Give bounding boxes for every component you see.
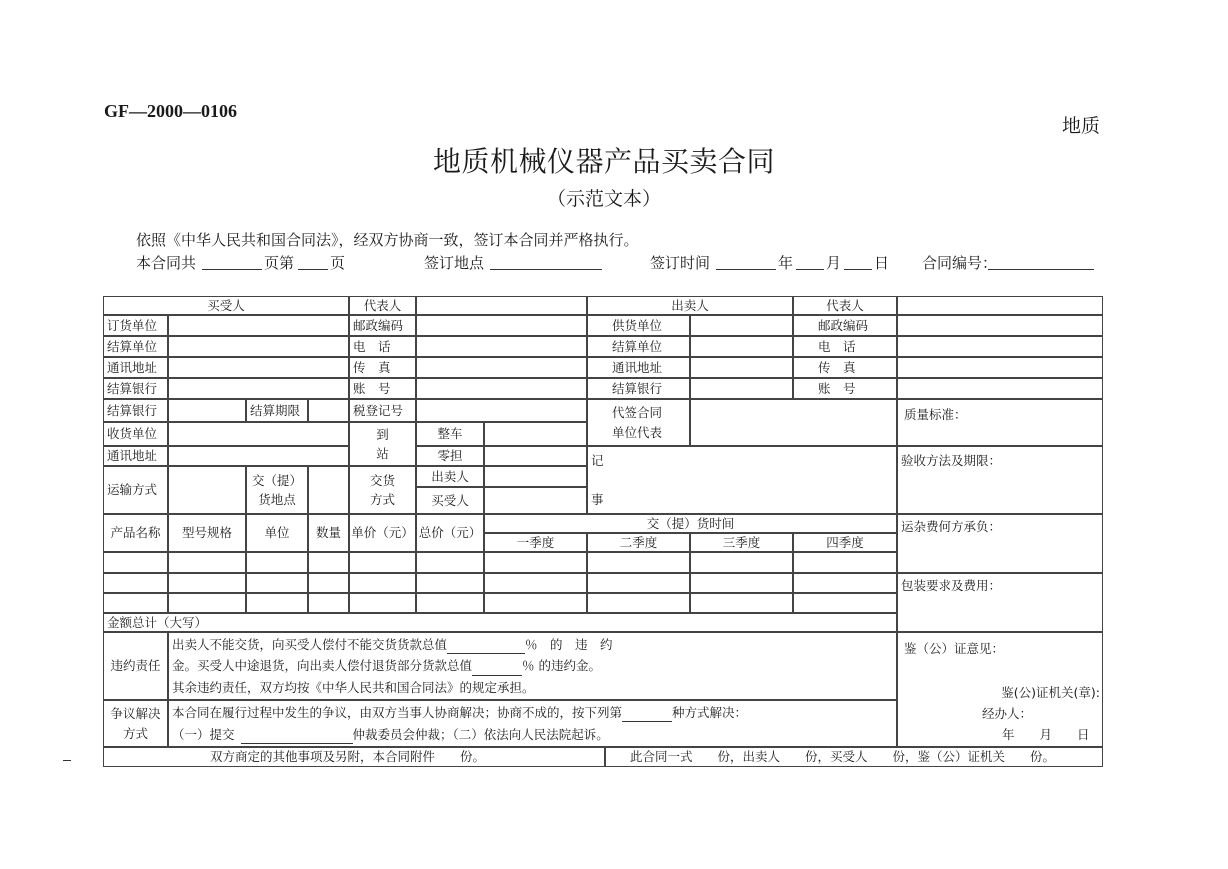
model-spec-cell[interactable] (168, 593, 246, 613)
delivery-place-line2: 货地点 (258, 492, 296, 507)
buyer-settle-unit-label: 结算单位 (103, 336, 168, 357)
total-amount-words[interactable]: 金额总计（大写） (103, 613, 897, 632)
col-delivery-time: 交（提）货时间 (484, 514, 897, 533)
buyer-address-field[interactable] (168, 357, 349, 378)
q3-cell[interactable] (690, 573, 793, 593)
agent-sign-line2: 单位代表 (612, 424, 663, 440)
contract-info-line (136, 252, 1116, 274)
total-price-cell[interactable] (416, 573, 484, 593)
quality-standard[interactable]: 质量标准： (897, 399, 1103, 446)
arrival-line2: 站 (376, 446, 389, 461)
notes-line2: 事 (591, 491, 604, 507)
transport-label: 运输方式 (103, 466, 168, 514)
day-label: 日 (874, 254, 890, 272)
product-name-cell[interactable] (103, 593, 168, 613)
arrival-line1: 到 (376, 426, 389, 442)
full-car-field[interactable] (484, 422, 587, 446)
notary-org-label: 鉴(公)证机关(章): (1001, 685, 1100, 700)
col-model-spec: 型号规格 (168, 514, 246, 552)
settle-period-label: 结算期限 (246, 399, 308, 422)
sign-year-blank[interactable] (716, 252, 776, 270)
col-unit-price: 单价（元） (349, 514, 416, 552)
delivery-seller-field[interactable] (484, 466, 587, 487)
product-name-cell[interactable] (103, 552, 168, 573)
receiving-unit-field[interactable] (168, 422, 349, 446)
seller-phone-field[interactable] (897, 336, 1103, 357)
seller-bank-field[interactable] (690, 378, 793, 399)
seller-supply-unit-field[interactable] (690, 315, 793, 336)
settle-period-field[interactable] (308, 399, 349, 422)
preamble-text: 依照《中华人民共和国合同法》，经双方协商一致，签订本合同并严格执行。 (136, 231, 639, 249)
dispute-label (103, 700, 168, 747)
year-label: 年 (778, 254, 794, 272)
contract-number-blank[interactable] (988, 252, 1094, 270)
q3-cell[interactable] (690, 552, 793, 573)
seller-settle-unit-label: 结算单位 (587, 336, 690, 357)
seller-fax-field[interactable] (897, 357, 1103, 378)
page-number-blank[interactable] (298, 252, 328, 270)
breach-percent-blank-2[interactable] (472, 662, 522, 676)
dispute-line2: （一）提交 仲裁委员会仲裁；（二）依法向人民法院起诉。 (172, 725, 609, 744)
footer-copies: 此合同一式 份，出卖人 份，买受人 份，鉴（公）证机关 份。 (605, 747, 1103, 767)
q1-cell[interactable] (484, 552, 587, 573)
breach-line2: 金。买受人中途退货，向出卖人偿付退货部分货款总值 ％ 的违约金。 (172, 656, 601, 675)
form-code: GF—2000—0106 (104, 101, 237, 121)
buyer-settle-unit-field[interactable] (168, 336, 349, 357)
seller-account-field[interactable] (897, 378, 1103, 399)
delivery-seller-label: 出卖人 (416, 466, 484, 487)
seller-fax-label: 传 真 (793, 357, 897, 378)
less-load-field[interactable] (484, 446, 587, 466)
form-category: 地质 (1062, 115, 1101, 137)
breach-percent-blank-1[interactable] (447, 640, 525, 654)
acceptance-method[interactable]: 验收方法及期限： (897, 446, 1103, 514)
dispute-label-line2: 方式 (122, 725, 148, 741)
q1-cell[interactable] (484, 593, 587, 613)
delivery-mode-line2: 方式 (369, 492, 395, 507)
col-q3: 三季度 (690, 533, 793, 552)
dispute-label-line1: 争议解决 (110, 706, 161, 722)
sign-time-label: 签订时间 (650, 254, 711, 272)
pages-prefix: 本合同共 (136, 254, 197, 272)
tax-reg-field[interactable] (416, 399, 587, 422)
buyer-fax-field[interactable] (416, 357, 587, 378)
sign-month-blank[interactable] (796, 252, 824, 270)
seller-postcode-field[interactable] (897, 315, 1103, 336)
delivery-mode-label (349, 466, 416, 514)
delivery-place-line1: 交（提） (251, 472, 302, 488)
quantity-cell[interactable] (308, 552, 349, 573)
comm-address-label: 通讯地址 (103, 446, 168, 466)
buyer-bank2-field[interactable] (168, 399, 246, 422)
buyer-postcode-field[interactable] (416, 315, 587, 336)
notes-line1: 记 (591, 453, 604, 468)
handler-label: 经办人： (982, 706, 1033, 721)
contract-number-label: 合同编号： (922, 254, 998, 272)
page-title: 地质机械仪器产品买卖合同 (432, 145, 775, 178)
unit-cell[interactable] (246, 593, 308, 613)
buyer-order-unit-label: 订货单位 (103, 315, 168, 336)
seller-account-label: 账 号 (793, 378, 897, 399)
pages-total-blank[interactable] (202, 252, 262, 270)
buyer-bank-label: 结算银行 (103, 378, 168, 399)
model-spec-cell[interactable] (168, 573, 246, 593)
notary-box[interactable] (897, 632, 1103, 747)
buyer-phone-label: 电 话 (349, 336, 416, 357)
buyer-account-field[interactable] (416, 378, 587, 399)
dispute-terms (168, 700, 897, 747)
tax-reg-label: 税登记号 (349, 399, 416, 422)
unit-price-cell[interactable] (349, 593, 416, 613)
col-product-name: 产品名称 (103, 514, 168, 552)
buyer-fax-label: 传 真 (349, 357, 416, 378)
sign-place-label: 签订地点 (424, 254, 485, 272)
col-q2: 二季度 (587, 533, 690, 552)
agent-sign-line1: 代签合同 (612, 405, 663, 421)
freight-payer[interactable]: 运杂费何方承负： (897, 514, 1103, 573)
buyer-order-unit-field[interactable] (168, 315, 349, 336)
arrival-station-label (349, 422, 416, 466)
buyer-rep-label: 代表人 (349, 296, 416, 315)
agent-sign-label (587, 399, 690, 446)
seller-phone-label: 电 话 (793, 336, 897, 357)
total-price-cell[interactable] (416, 552, 484, 573)
total-price-cell[interactable] (416, 593, 484, 613)
buyer-account-label: 账 号 (349, 378, 416, 399)
notes-box[interactable] (587, 446, 897, 514)
delivery-buyer-label: 买受人 (416, 487, 484, 514)
buyer-bank-field[interactable] (168, 378, 349, 399)
transport-field[interactable] (168, 466, 246, 514)
dispute-method-blank[interactable] (622, 708, 672, 722)
col-q4: 四季度 (793, 533, 897, 552)
buyer-postcode-label: 邮政编码 (349, 315, 416, 336)
receiving-unit-label: 收货单位 (103, 422, 168, 446)
q4-cell[interactable] (793, 552, 897, 573)
breach-terms (168, 632, 897, 700)
sign-day-blank[interactable] (844, 252, 872, 270)
q2-cell[interactable] (587, 552, 690, 573)
q4-cell[interactable] (793, 573, 897, 593)
packaging-requirements[interactable]: 包装要求及费用： (897, 573, 1103, 632)
quantity-cell[interactable] (308, 593, 349, 613)
notary-date: 年 月 日 (1002, 727, 1090, 742)
delivery-mode-line1: 交货 (369, 472, 395, 488)
delivery-buyer-field[interactable] (484, 487, 587, 514)
buyer-header: 买受人 (103, 296, 349, 315)
q2-cell[interactable] (587, 573, 690, 593)
seller-settle-unit-field[interactable] (690, 336, 793, 357)
full-car-label: 整车 (416, 422, 484, 446)
seller-postcode-label: 邮政编码 (793, 315, 897, 336)
col-q1: 一季度 (484, 533, 587, 552)
comm-address-field[interactable] (168, 446, 349, 466)
margin-mark (63, 760, 71, 761)
seller-rep-field[interactable] (897, 296, 1103, 315)
dispute-line1: 本合同在履行过程中发生的争议，由双方当事人协商解决；协商不成的，按下列第 种方式解决： (172, 703, 747, 722)
seller-supply-unit-label: 供货单位 (587, 315, 690, 336)
product-name-cell[interactable] (103, 573, 168, 593)
model-spec-cell[interactable] (168, 552, 246, 573)
seller-address-field[interactable] (690, 357, 793, 378)
sign-place-blank[interactable] (490, 252, 602, 270)
col-unit: 单位 (246, 514, 308, 552)
page-subtitle: （示范文本） (546, 188, 661, 210)
buyer-rep-field[interactable] (416, 296, 587, 315)
buyer-address-label: 通讯地址 (103, 357, 168, 378)
unit-cell[interactable] (246, 552, 308, 573)
agent-sign-field[interactable] (690, 399, 897, 446)
q2-cell[interactable] (587, 593, 690, 613)
unit-price-cell[interactable] (349, 552, 416, 573)
breach-label: 违约责任 (103, 632, 168, 700)
col-total-price: 总价（元） (416, 514, 484, 552)
pages-suffix: 页 (330, 254, 346, 272)
seller-bank-label: 结算银行 (587, 378, 690, 399)
notary-opinion-label: 鉴（公）证意见： (904, 641, 1005, 656)
contract-table (103, 296, 1103, 767)
breach-line1: 出卖人不能交货，向买受人偿付不能交货货款总值 ％ 的 违 约 (172, 635, 613, 654)
q3-cell[interactable] (690, 593, 793, 613)
unit-cell[interactable] (246, 573, 308, 593)
delivery-place-field[interactable] (308, 466, 349, 514)
q1-cell[interactable] (484, 573, 587, 593)
footer-attachments: 双方商定的其他事项及另附，本合同附件 份。 (103, 747, 605, 767)
month-label: 月 (826, 254, 842, 272)
delivery-place-label (246, 466, 308, 514)
unit-price-cell[interactable] (349, 573, 416, 593)
less-load-label: 零担 (416, 446, 484, 466)
seller-header: 出卖人 (587, 296, 793, 315)
quantity-cell[interactable] (308, 573, 349, 593)
arbitration-committee-blank[interactable] (241, 730, 353, 744)
seller-address-label: 通讯地址 (587, 357, 690, 378)
col-quantity: 数量 (308, 514, 349, 552)
buyer-bank2-label: 结算银行 (103, 399, 168, 422)
seller-rep-label: 代表人 (793, 296, 897, 315)
buyer-phone-field[interactable] (416, 336, 587, 357)
pages-mid: 页第 (264, 254, 295, 272)
q4-cell[interactable] (793, 593, 897, 613)
breach-line3: 其余违约责任，双方均按《中华人民共和国合同法》的规定承担。 (172, 679, 535, 695)
